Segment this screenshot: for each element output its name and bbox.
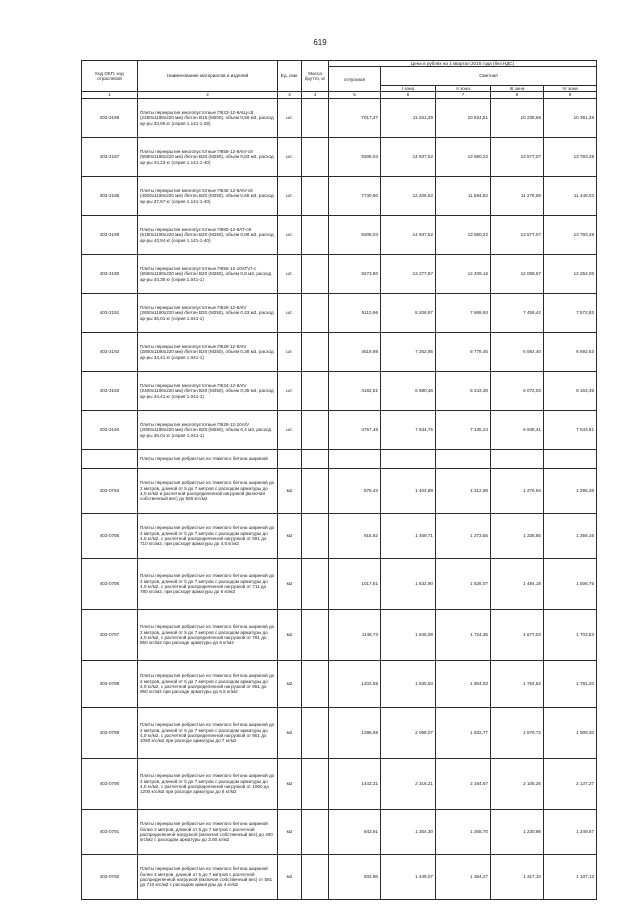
row-zone4-price: 11 448,03	[544, 177, 597, 216]
row-zone3-price: 1 677,03	[491, 610, 544, 661]
row-zone4-price: 6 692,63	[544, 333, 597, 372]
row-name: Плиты перекрытия многопустотные ПК28-12-10АtV (2800x1190x220 мм) /бетон В20 (М250), объем 0,4 м3, расход ар-ры 36,01 кг (серия 1.041-1)	[138, 411, 278, 450]
row-code: 403-2191	[82, 294, 138, 333]
row-name: Плиты перекрытия ребристые из тяжелого бетона шириной до 2 метров, длиной от 5 до 7 метров с расходом арматуры до 4,0 кг/м2, с расчетной распределенной нагрузкой от 951 до 1050 кгс/м2 при расходе арматуры до 7 кг/м2	[138, 708, 278, 759]
row-zone4-price: 2 137,27	[544, 759, 597, 810]
table-row	[82, 610, 597, 661]
row-mass	[302, 216, 329, 255]
row-zone4-price: 13 783,49	[544, 216, 597, 255]
row-code: 403-0791	[82, 810, 138, 855]
row-mass	[302, 810, 329, 855]
table-row	[82, 759, 597, 810]
table-row	[82, 411, 597, 450]
row-zone2-price: 6 778,45	[436, 333, 491, 372]
row-release-price: 915,82	[329, 514, 381, 559]
row-zone1-price: 7 634,75	[381, 411, 436, 450]
row-zone3-price: 1 276,94	[491, 469, 544, 514]
row-zone4-price: 10 391,28	[544, 99, 597, 138]
row-unit: шт.	[278, 99, 302, 138]
header-release: отпускная	[329, 67, 381, 92]
row-unit: шт.	[278, 177, 302, 216]
row-zone4-price: 13 783,49	[544, 138, 597, 177]
row-name: Плиты перекрытия многопустотные ПК23-12-8АtЦ-с8 (2280x1190x220 мм) /бетон В15 (М200), объем 0,59 м3, расход ар-ры 33,86 кг (серия 1.141-1-28)	[138, 99, 278, 138]
table-row	[82, 661, 597, 708]
row-zone3-price	[491, 450, 544, 469]
row-zone3-price: 11 276,59	[491, 177, 544, 216]
table-row	[82, 810, 597, 855]
row-zone2-price: 10 524,51	[436, 99, 491, 138]
row-zone1-price: 1 449,07	[381, 855, 436, 900]
row-zone1-price: 2 068,07	[381, 708, 436, 759]
table-body	[82, 99, 597, 900]
row-zone3-price: 13 577,07	[491, 216, 544, 255]
row-unit: м2	[278, 810, 302, 855]
column-number-row	[82, 92, 597, 99]
row-zone1-price: 12 406,52	[381, 177, 436, 216]
table-row	[82, 372, 597, 411]
row-release-price: 843,91	[329, 810, 381, 855]
row-unit: м2	[278, 708, 302, 759]
table-row	[82, 255, 597, 294]
column-number: 6	[381, 92, 436, 99]
row-name: Плиты перекрытия ребристые из тяжелого бетона шириной до 2 метров, длиной от 5 до 7 метров с расходом арматуры до 4,0 кг/м2, с расчетной распределенной нагрузкой от 781 до 850 кгс/м2 при расходе арматуры до 6 кг/м2	[138, 610, 278, 661]
row-unit: шт.	[278, 333, 302, 372]
row-code: 403-2190	[82, 255, 138, 294]
row-name: Плиты перекрытия многопустотные ПК45-12-8АtV-с8 (4500x1190x220 мм) /бетон В20 (М250), объем 0,65 м3, расход ар-ры 37,67 кг (серия 1.141-1-40)	[138, 177, 278, 216]
row-mass	[302, 559, 329, 610]
row-zone4-price	[544, 450, 597, 469]
row-code: 403-2189	[82, 216, 138, 255]
row-zone3-price: 1 484,18	[491, 559, 544, 610]
row-zone2-price: 1 373,55	[436, 514, 491, 559]
row-code: 403-2193	[82, 372, 138, 411]
row-zone1-price: 1 845,08	[381, 610, 436, 661]
row-mass	[302, 372, 329, 411]
row-zone3-price: 1 335,85	[491, 514, 544, 559]
row-zone1-price: 14 937,52	[381, 138, 436, 177]
row-code: 403-2188	[82, 177, 138, 216]
row-release-price: 4519,98	[329, 333, 381, 372]
row-release-price	[329, 450, 381, 469]
row-zone2-price: 1 932,77	[436, 708, 491, 759]
row-zone1-price: 1 632,90	[381, 559, 436, 610]
row-mass	[302, 294, 329, 333]
row-unit: м2	[278, 514, 302, 559]
row-zone1-price: 1 469,71	[381, 514, 436, 559]
row-unit: шт.	[278, 216, 302, 255]
row-zone3-price: 10 235,66	[491, 99, 544, 138]
row-release-price: 1288,68	[329, 708, 381, 759]
row-unit	[278, 450, 302, 469]
row-code: 403-2192	[82, 333, 138, 372]
row-zone2-price: 1 265,70	[436, 810, 491, 855]
row-name: Плиты перекрытия ребристые из тяжелого бетона шириной	[138, 450, 278, 469]
row-unit: м2	[278, 855, 302, 900]
row-name: Плиты перекрытия многопустотные ПК26-12-8АtV (2600x1190x220 мм) /бетон В20 (М250), объем 0,43 м3, расход ар-ры 36,01 кг (серия 1.041-1)	[138, 294, 278, 333]
row-zone1-price: 1 404,89	[381, 469, 436, 514]
row-zone3-price: 6 939,41	[491, 411, 544, 450]
row-name: Плиты перекрытия ребристые из тяжелого бетона шириной до 2 метров, длиной от 5 до 7 метров с расходом арматуры до 4,0 кг/м2, с расчетной распределенной нагрузкой от 851 до 950 кгс/м2 при расходе арматуры до 6,5 кг/м2	[138, 661, 278, 708]
row-code: 403-0788	[82, 661, 138, 708]
row-zone3-price: 2 105,26	[491, 759, 544, 810]
row-zone2-price: 13 960,22	[436, 216, 491, 255]
row-code: 403-2194	[82, 411, 138, 450]
row-code: 403-2187	[82, 138, 138, 177]
table-row	[82, 450, 597, 469]
row-release-price: 8273,80	[329, 255, 381, 294]
row-mass	[302, 450, 329, 469]
row-zone2-price: 1 312,98	[436, 469, 491, 514]
row-code: 403-0787	[82, 610, 138, 661]
row-unit: шт.	[278, 138, 302, 177]
row-zone3-price: 6 072,03	[491, 372, 544, 411]
row-unit: шт.	[278, 294, 302, 333]
row-code: 403-0785	[82, 514, 138, 559]
row-zone3-price: 7 459,42	[491, 294, 544, 333]
row-zone2-price: 1 724,36	[436, 610, 491, 661]
row-zone2-price: 12 409,16	[436, 255, 491, 294]
row-name: Плиты перекрытия ребристые из тяжелого бетона шириной более 2 метров, длиной от 5 до 7 метров с расчетной распределенной нагрузкой (включая собственный вес) от 581 до 710 кгс/м2 с расходом арматуры до 4 кг/м2	[138, 855, 278, 900]
row-mass	[302, 469, 329, 514]
row-code: 403-0784	[82, 469, 138, 514]
row-zone3-price: 1 879,72	[491, 708, 544, 759]
row-zone1-price: 8 206,87	[381, 294, 436, 333]
row-zone2-price: 1 354,27	[436, 855, 491, 900]
row-unit: м2	[278, 759, 302, 810]
column-number: 3	[278, 92, 302, 99]
row-zone4-price: 1 249,67	[544, 810, 597, 855]
header-zone1: I зона	[381, 85, 436, 91]
price-table	[81, 60, 597, 900]
row-code	[82, 450, 138, 469]
row-mass	[302, 514, 329, 559]
row-zone4-price: 7 572,83	[544, 294, 597, 333]
table-row	[82, 294, 597, 333]
row-mass	[302, 855, 329, 900]
row-release-price: 4757,46	[329, 411, 381, 450]
row-zone4-price: 1 296,36	[544, 469, 597, 514]
column-number: 2	[138, 92, 278, 99]
row-name: Плиты перекрытия многопустотные ПК24-12-8АtV (2400x1190x220 мм) /бетон В20 (М250), объем 0,35 м3, расход ар-ры 34,41 кг (серия 1.041-1)	[138, 372, 278, 411]
row-unit: шт.	[278, 255, 302, 294]
row-unit: м2	[278, 469, 302, 514]
row-name: Плиты перекрытия ребристые из тяжелого бетона шириной до 2 метров, длиной от 5 до 7 метров с расходом арматуры до 4,0 кг/м2, с расчетной распределенной нагрузкой от 1060 до 1200 кгс/м2 при расходе арматуры до 8 кг/м2	[138, 759, 278, 810]
row-zone1-price: 11 261,29	[381, 99, 436, 138]
row-release-price: 1443,31	[329, 759, 381, 810]
table-row	[82, 469, 597, 514]
header-mass: Масса брутто, кг	[302, 61, 329, 92]
row-zone2-price: 7 135,24	[436, 411, 491, 450]
row-zone3-price: 1 754,52	[491, 661, 544, 708]
row-zone1-price: 13 277,87	[381, 255, 436, 294]
header-zone4: IV зона	[544, 85, 597, 91]
header-zone3: III зона	[491, 85, 544, 91]
row-name: Плиты перекрытия ребристые из тяжелого бетона шириной до 2 метров, длиной от 5 до 7 метров с расходом арматуры до 4,0 кг/м2 и расчетной распределенной нагрузкой (включая собственный вес) до 550 кгс/м2	[138, 469, 278, 514]
row-mass	[302, 255, 329, 294]
table-row	[82, 514, 597, 559]
row-mass	[302, 661, 329, 708]
row-mass	[302, 708, 329, 759]
row-mass	[302, 610, 329, 661]
row-zone4-price: 1 908,30	[544, 708, 597, 759]
row-zone3-price: 13 577,07	[491, 138, 544, 177]
row-zone1-price: 14 937,52	[381, 216, 436, 255]
header-estimate: Сметная	[381, 67, 597, 85]
header-unit: Ед. изм.	[278, 61, 302, 92]
page-number: 619	[313, 38, 327, 47]
row-code: 403-0792	[82, 855, 138, 900]
row-zone4-price: 1 506,75	[544, 559, 597, 610]
column-number: 1	[82, 92, 138, 99]
row-zone3-price: 1 317,10	[491, 855, 544, 900]
row-zone2-price: 6 243,38	[436, 372, 491, 411]
row-release-price: 5113,96	[329, 294, 381, 333]
row-unit: м2	[278, 661, 302, 708]
table-row	[82, 559, 597, 610]
row-release-price: 1149,73	[329, 610, 381, 661]
row-zone2-price: 11 594,82	[436, 177, 491, 216]
table-row	[82, 138, 597, 177]
row-zone1-price	[381, 450, 436, 469]
row-zone4-price: 1 702,53	[544, 610, 597, 661]
row-zone1-price: 6 680,46	[381, 372, 436, 411]
row-code: 403-0789	[82, 708, 138, 759]
column-number: 9	[544, 92, 597, 99]
header-price-group: Цена в рублях на 1 квартал 2018 года (без НДС)	[329, 61, 597, 67]
row-release-price: 932,96	[329, 855, 381, 900]
row-zone1-price: 1 930,53	[381, 661, 436, 708]
row-zone1-price: 1 354,30	[381, 810, 436, 855]
table-row	[82, 177, 597, 216]
row-zone4-price: 1 337,12	[544, 855, 597, 900]
row-unit: шт.	[278, 411, 302, 450]
row-zone3-price: 1 230,96	[491, 810, 544, 855]
row-code: 403-0790	[82, 759, 138, 810]
column-number: 5	[329, 92, 381, 99]
row-zone4-price: 1 356,16	[544, 514, 597, 559]
row-zone2-price: 1 526,07	[436, 559, 491, 610]
row-name: Плиты перекрытия ребристые из тяжелого бетона шириной до 2 метров, длиной от 5 до 7 метров с расходом арматуры до 4,0 кг/м2, с расчетной распределенной нагрузкой от 711 до 780 кгс/м2, при расходе арматуры до 5 кг/м2	[138, 559, 278, 610]
row-name: Плиты перекрытия ребристые из тяжелого бетона шириной до 2 метров, длиной от 5 до 7 метров с расходом арматуры до 4,0 кг/м2, с расчетной распределенной нагрузкой от 581 до 710 кгс/м2, при расходе арматуры до 4,5 кг/м2	[138, 514, 278, 559]
row-zone4-price: 12 252,06	[544, 255, 597, 294]
row-release-price: 7017,27	[329, 99, 381, 138]
column-number: 4	[302, 92, 329, 99]
row-zone2-price: 1 804,03	[436, 661, 491, 708]
row-name: Плиты перекрытия многопустотные ПК60-12-8АТ-с8 (6180x1190x220 мм) /бетон В20 (М250), объем 0,88 м3, расход ар-ры 43,94 кг (серия 1.141-1-40)	[138, 216, 278, 255]
column-number: 8	[491, 92, 544, 99]
table-row	[82, 333, 597, 372]
row-unit: м2	[278, 559, 302, 610]
row-zone3-price: 6 592,40	[491, 333, 544, 372]
row-code: 403-2186	[82, 99, 138, 138]
row-release-price: 875,43	[329, 469, 381, 514]
row-name: Плиты перекрытия многопустотные ПК56-12-10АТVт-с (5560x1190x220 мм) /бетон В20 (М250), объем 0,8 м3, расход ар-ры 44,35 кг (серия 1.041-1)	[138, 255, 278, 294]
row-zone4-price: 6 164,35	[544, 372, 597, 411]
row-release-price: 7730,90	[329, 177, 381, 216]
row-zone4-price: 1 781,20	[544, 661, 597, 708]
row-unit: шт.	[278, 372, 302, 411]
row-unit: м2	[278, 610, 302, 661]
table-row	[82, 99, 597, 138]
row-release-price: 9308,04	[329, 138, 381, 177]
row-zone4-price: 7 044,91	[544, 411, 597, 450]
row-release-price: 1202,65	[329, 661, 381, 708]
row-zone2-price	[436, 450, 491, 469]
header-zone2: II зона	[436, 85, 491, 91]
table-row	[82, 216, 597, 255]
row-name: Плиты перекрытия многопустотные ПК59-12-8АtV-с8 (5880x1190x220 мм) /бетон В20 (М250), объем 0,83 м3, расход ар-ры 43,23 кг (серия 1.141-1-40)	[138, 138, 278, 177]
row-zone2-price: 2 164,67	[436, 759, 491, 810]
row-release-price: 1017,51	[329, 559, 381, 610]
row-zone3-price: 12 068,57	[491, 255, 544, 294]
row-mass	[302, 177, 329, 216]
row-zone1-price: 7 252,95	[381, 333, 436, 372]
row-mass	[302, 333, 329, 372]
header-code: Код ОКП, код отраслевой	[82, 61, 138, 92]
row-zone2-price: 7 669,93	[436, 294, 491, 333]
column-number: 7	[436, 92, 491, 99]
row-mass	[302, 138, 329, 177]
table-row	[82, 855, 597, 900]
row-mass	[302, 759, 329, 810]
row-release-price: 9308,04	[329, 216, 381, 255]
row-mass	[302, 411, 329, 450]
row-zone1-price: 2 316,21	[381, 759, 436, 810]
row-zone2-price: 13 960,22	[436, 138, 491, 177]
row-code: 403-0786	[82, 559, 138, 610]
row-name: Плиты перекрытия ребристые из тяжелого бетона шириной более 2 метров, длиной от 5 до 7 метров с расчетной распределенной нагрузкой (включая собственный вес) до 400 кгс/м2 с расходом арматуры до 3,60 кг/м2	[138, 810, 278, 855]
row-mass	[302, 99, 329, 138]
row-release-price: 4162,81	[329, 372, 381, 411]
row-name: Плиты перекрытия многопустотные ПК28-12-8АtV (2800x1190x220 мм) /бетон В20 (М250), объем 0,38 м3, расход ар-ры 34,41 кг (серия 1.041-1)	[138, 333, 278, 372]
header-name: Наименование материалов и изделий	[138, 61, 278, 92]
table-row	[82, 708, 597, 759]
